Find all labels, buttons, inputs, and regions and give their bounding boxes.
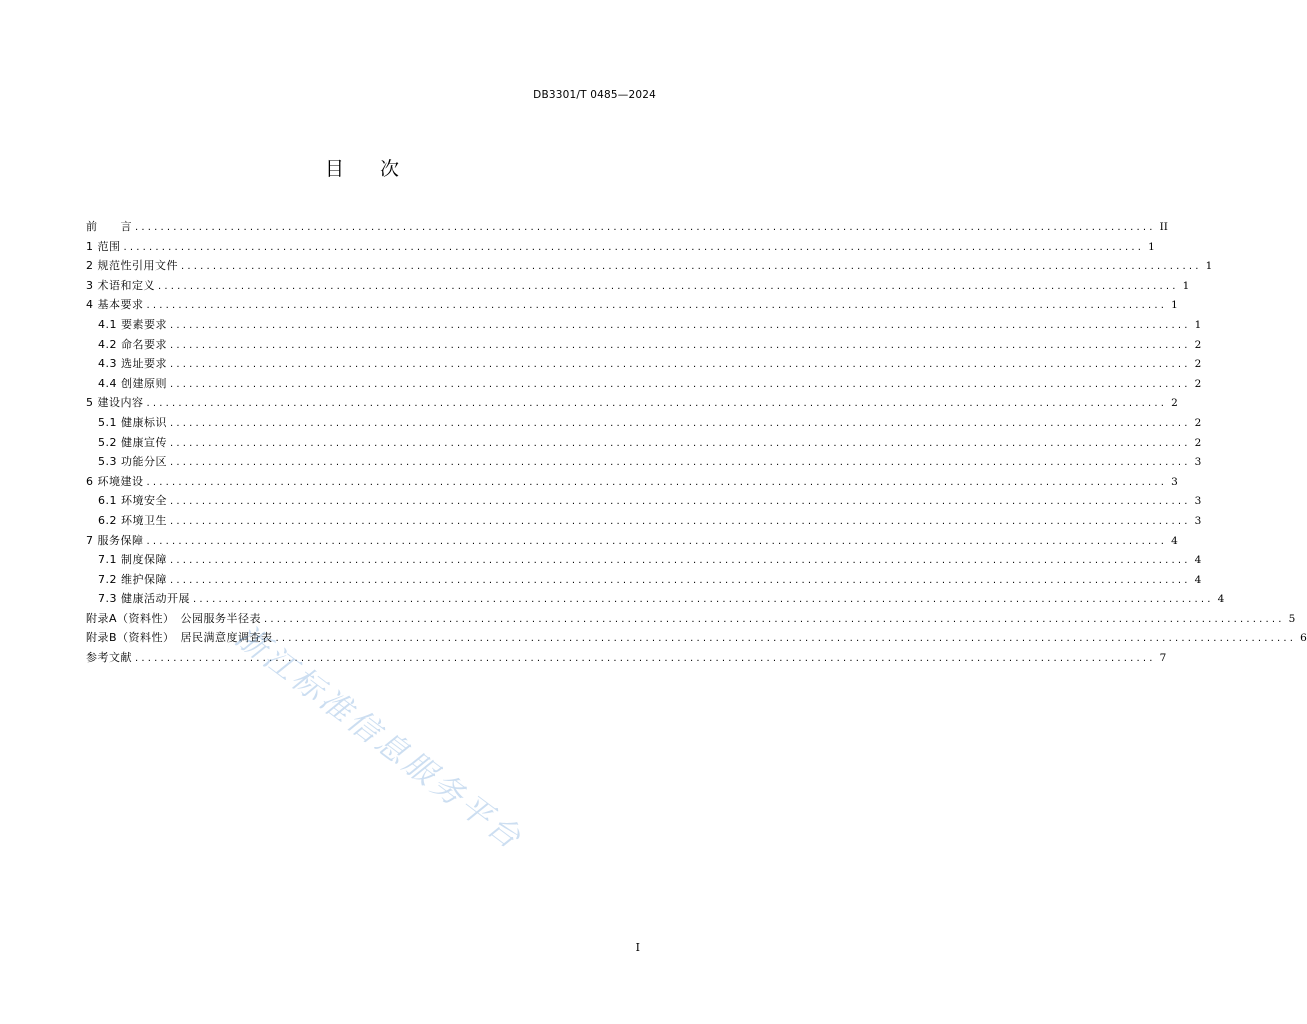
toc-entry-page: 1 — [1171, 299, 1178, 312]
toc-entry[interactable] — [86, 532, 1178, 552]
toc-subentry[interactable] — [86, 414, 1202, 434]
toc-entry-page: II — [1159, 221, 1168, 233]
toc-entry-label: 4 基本要求 — [86, 298, 144, 312]
toc-entry-label: 6 环境建设 — [86, 474, 144, 488]
toc-leader-dots: ................................................................................................................................................................ — [146, 398, 1168, 410]
table-of-contents — [86, 218, 1307, 669]
toc-leader-dots: ................................................................................................................................................................ — [170, 574, 1191, 586]
toc-subentry[interactable] — [86, 571, 1202, 591]
toc-subentry[interactable] — [86, 590, 1225, 610]
toc-leader-dots: ................................................................................................................................................................ — [123, 241, 1145, 253]
toc-entry-label: 1 范围 — [86, 239, 121, 253]
toc-subentry[interactable] — [86, 375, 1202, 395]
toc-leader-dots: ................................................................................................................................................................ — [135, 222, 1156, 233]
toc-entry-page: 1 — [1148, 240, 1155, 253]
toc-entry[interactable] — [86, 277, 1190, 297]
toc-entry-page: 4 — [1217, 593, 1225, 606]
toc-entry-label: 4.2 命名要求 — [98, 337, 167, 351]
toc-entry[interactable] — [86, 394, 1178, 414]
toc-leader-dots: ................................................................................................................................................................ — [135, 653, 1156, 665]
toc-entry-page: 5 — [1288, 612, 1296, 625]
toc-entry-label: 5.1 健康标识 — [98, 415, 167, 429]
toc-entry-label: 7.1 制度保障 — [98, 553, 167, 567]
toc-entry-label: 2 规范性引用文件 — [86, 259, 178, 273]
toc-entry[interactable] — [86, 649, 1167, 669]
toc-entry-label: 7.3 健康活动开展 — [98, 592, 190, 606]
toc-leader-dots: ................................................................................................................................................................ — [275, 633, 1297, 645]
toc-subentry[interactable] — [86, 355, 1202, 375]
toc-entry-page: 1 — [1205, 260, 1213, 273]
toc-entry-page: 3 — [1194, 495, 1202, 508]
toc-subentry[interactable] — [86, 316, 1202, 336]
toc-leader-dots: ................................................................................................................................................................ — [146, 535, 1168, 547]
watermark: 浙江标准信息服务平台 — [228, 618, 530, 858]
toc-entry-page: 2 — [1194, 436, 1202, 449]
document-code: DB3301/T 0485—2024 — [533, 89, 656, 101]
toc-entry-page: 4 — [1194, 554, 1202, 567]
toc-entry-page: 2 — [1194, 377, 1202, 390]
toc-subentry[interactable] — [86, 336, 1202, 356]
toc-entry[interactable] — [86, 473, 1178, 493]
toc-leader-dots: ................................................................................................................................................................ — [181, 261, 1202, 273]
toc-entry-page: 1 — [1182, 279, 1190, 292]
toc-leader-dots: ................................................................................................................................................................ — [170, 359, 1191, 371]
toc-entry-label: 5.2 健康宣传 — [98, 435, 167, 449]
toc-entry[interactable] — [86, 257, 1213, 277]
toc-title — [0, 154, 724, 181]
toc-entry-page: 2 — [1171, 397, 1178, 410]
toc-entry-page: 7 — [1159, 652, 1167, 665]
toc-leader-dots: ................................................................................................................................................................ — [170, 339, 1191, 351]
toc-leader-dots: ................................................................................................................................................................ — [170, 555, 1191, 567]
toc-entry-label: 附录A（资料性） 公园服务半径表 — [86, 611, 262, 625]
toc-entry-page: 3 — [1194, 514, 1202, 527]
toc-leader-dots: ................................................................................................................................................................ — [170, 378, 1191, 390]
toc-subentry[interactable] — [86, 512, 1202, 532]
toc-entry-label: 6.1 环境安全 — [98, 494, 167, 508]
toc-entry-page: 1 — [1194, 318, 1202, 331]
toc-leader-dots: ................................................................................................................................................................ — [264, 613, 1285, 625]
toc-entry-page: 6 — [1300, 632, 1307, 645]
toc-leader-dots: ................................................................................................................................................................ — [170, 319, 1191, 331]
toc-leader-dots: ................................................................................................................................................................ — [158, 280, 1179, 292]
footer-page-number: I — [635, 941, 640, 954]
toc-entry-page: 2 — [1194, 358, 1202, 371]
toc-leader-dots: ................................................................................................................................................................ — [170, 515, 1191, 527]
toc-entry-label: 6.2 环境卫生 — [98, 513, 167, 527]
toc-subentry[interactable] — [86, 453, 1202, 473]
toc-leader-dots: ................................................................................................................................................................ — [193, 594, 1214, 606]
toc-entry-label: 5.3 功能分区 — [98, 455, 167, 469]
toc-subentry[interactable] — [86, 492, 1202, 512]
toc-title-left: 目 — [324, 158, 344, 180]
toc-entry-label: 5 建设内容 — [86, 396, 144, 410]
toc-entry-page: 2 — [1194, 416, 1202, 429]
toc-entry-page: 3 — [1171, 475, 1178, 488]
toc-entry-label: 4.4 创建原则 — [98, 376, 167, 390]
toc-subentry[interactable] — [86, 434, 1202, 454]
toc-entry-label: 7 服务保障 — [86, 533, 144, 547]
toc-entry-label: 4.1 要素要求 — [98, 317, 167, 331]
toc-entry-label: 7.2 维护保障 — [98, 572, 167, 586]
toc-leader-dots: ................................................................................................................................................................ — [170, 437, 1191, 449]
toc-leader-dots: ................................................................................................................................................................ — [170, 457, 1191, 469]
toc-entry[interactable] — [86, 610, 1296, 630]
toc-entry-label: 附录B（资料性） 居民满意度调查表 — [86, 631, 273, 645]
toc-entry-label: 前 言 — [86, 220, 132, 233]
toc-entry-label: 4.3 选址要求 — [98, 357, 167, 371]
toc-entry-label: 3 术语和定义 — [86, 278, 155, 292]
toc-leader-dots: ................................................................................................................................................................ — [170, 496, 1191, 508]
toc-entry[interactable] — [86, 296, 1178, 316]
toc-title-right: 次 — [380, 158, 400, 180]
toc-leader-dots: ................................................................................................................................................................ — [170, 417, 1191, 429]
toc-entry-page: 4 — [1194, 573, 1202, 586]
toc-entry-page: 2 — [1194, 338, 1202, 351]
toc-entry[interactable] — [86, 629, 1307, 649]
toc-subentry[interactable] — [86, 551, 1202, 571]
toc-entry-label: 参考文献 — [86, 651, 132, 665]
toc-entry[interactable] — [86, 238, 1155, 258]
toc-leader-dots: ................................................................................................................................................................ — [146, 300, 1168, 312]
toc-entry-page: 4 — [1171, 534, 1178, 547]
toc-entry-page: 3 — [1194, 456, 1202, 469]
toc-entry[interactable] — [86, 218, 1168, 238]
toc-leader-dots: ................................................................................................................................................................ — [146, 476, 1168, 488]
